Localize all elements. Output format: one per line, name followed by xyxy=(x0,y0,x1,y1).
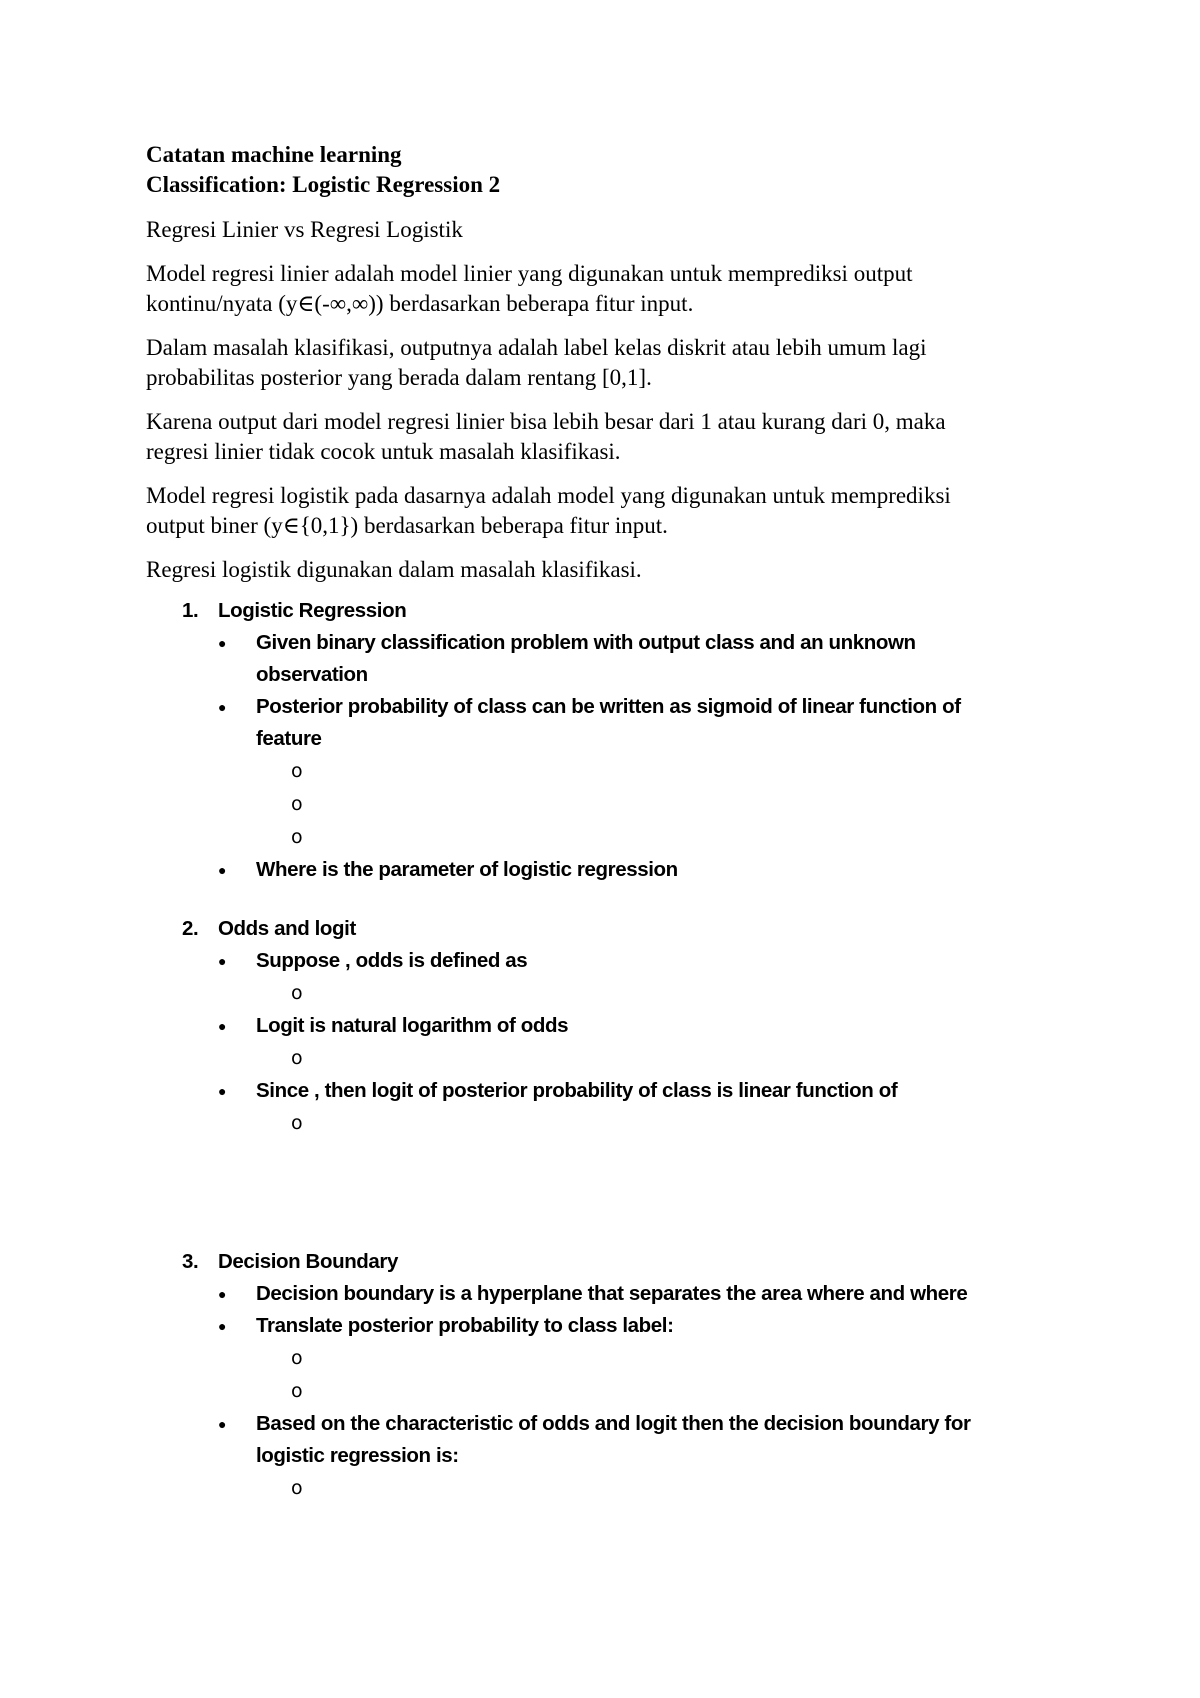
bullet-icon: ● xyxy=(218,699,227,715)
bullet-text: Decision boundary is a hyperplane that separates the area where and where xyxy=(256,1282,968,1305)
paragraph-3-line-1: Karena output dari model regresi linier bisa lebih besar dari 1 atau kurang dari 0, maka xyxy=(146,409,946,434)
bullet-text: Since , then logit of posterior probability of class is linear function of xyxy=(256,1079,898,1102)
bullet-icon: ● xyxy=(218,1318,227,1334)
bullet-text-line-2: logistic regression is: xyxy=(256,1444,459,1467)
section-logistic-regression xyxy=(146,595,1046,886)
paragraph-4-line-2: output biner (y∈{0,1}) berdasarkan beberapa fitur input. xyxy=(146,513,668,538)
circle-bullet-icon: o xyxy=(291,982,303,1004)
section-title: Odds and logit xyxy=(218,917,356,940)
title-line-1: Catatan machine learning xyxy=(146,142,402,167)
bullet-text: Suppose , odds is defined as xyxy=(256,949,528,972)
bullet-item xyxy=(146,854,1046,886)
section-number: 2. xyxy=(182,917,199,940)
bullet-text-line-1: Posterior probability of class can be written as sigmoid of linear function of xyxy=(256,695,961,718)
sub-bullet-item xyxy=(146,1042,1046,1075)
document-title xyxy=(146,140,1046,200)
circle-bullet-icon: o xyxy=(291,1380,303,1402)
paragraph-2-line-2: probabilitas posterior yang berada dalam rentang [0,1]. xyxy=(146,365,652,390)
bullet-text-line-1: Based on the characteristic of odds and logit then the decision boundary for xyxy=(256,1412,971,1435)
paragraph-1-line-1: Model regresi linier adalah model linier yang digunakan untuk memprediksi output xyxy=(146,261,913,286)
paragraph-5 xyxy=(146,555,1046,585)
bullet-item xyxy=(146,1278,1046,1310)
sub-bullet-item xyxy=(146,788,1046,821)
section-number: 3. xyxy=(182,1250,199,1273)
section-number: 1. xyxy=(182,599,199,622)
sub-bullet-item xyxy=(146,1375,1046,1408)
subtitle: Regresi Linier vs Regresi Logistik xyxy=(146,217,463,242)
bullet-icon: ● xyxy=(218,1286,227,1302)
bullet-icon: ● xyxy=(218,862,227,878)
bullet-icon: ● xyxy=(218,1083,227,1099)
bullet-icon: ● xyxy=(218,635,227,651)
title-line-2: Classification: Logistic Regression 2 xyxy=(146,172,501,197)
section-title: Decision Boundary xyxy=(218,1250,399,1273)
paragraph-5-line-1: Regresi logistik digunakan dalam masalah klasifikasi. xyxy=(146,557,642,582)
bullet-icon: ● xyxy=(218,953,227,969)
section-heading xyxy=(146,595,1046,627)
bullet-text-line-2: feature xyxy=(256,727,322,750)
bullet-text-line-1: Given binary classification problem with output class and an unknown xyxy=(256,631,916,654)
sub-bullet-item xyxy=(146,977,1046,1010)
circle-bullet-icon: o xyxy=(291,1477,303,1499)
section-heading xyxy=(146,913,1046,945)
circle-bullet-icon: o xyxy=(291,826,303,848)
paragraph-3 xyxy=(146,407,1046,467)
circle-bullet-icon: o xyxy=(291,1112,303,1134)
section-heading xyxy=(146,1246,1046,1278)
bullet-text: Where is the parameter of logistic regression xyxy=(256,858,678,881)
bullet-icon: ● xyxy=(218,1416,227,1432)
bullet-item xyxy=(146,1408,1046,1472)
circle-bullet-icon: o xyxy=(291,1047,303,1069)
sub-bullet-item xyxy=(146,1472,1046,1505)
circle-bullet-icon: o xyxy=(291,760,303,782)
circle-bullet-icon: o xyxy=(291,793,303,815)
bullet-icon: ● xyxy=(218,1018,227,1034)
bullet-item xyxy=(146,945,1046,977)
bullet-item xyxy=(146,627,1046,691)
circle-bullet-icon: o xyxy=(291,1347,303,1369)
sub-bullet-item xyxy=(146,1107,1046,1140)
section-odds-and-logit xyxy=(146,913,1046,1140)
sub-bullet-item xyxy=(146,1342,1046,1375)
bullet-item xyxy=(146,1310,1046,1342)
bullet-item xyxy=(146,1010,1046,1042)
section-decision-boundary xyxy=(146,1246,1046,1505)
bullet-text: Logit is natural logarithm of odds xyxy=(256,1014,569,1037)
bullet-item xyxy=(146,691,1046,755)
sub-bullet-item xyxy=(146,821,1046,854)
paragraph-2-line-1: Dalam masalah klasifikasi, outputnya adalah label kelas diskrit atau lebih umum lagi xyxy=(146,335,927,360)
paragraph-4-line-1: Model regresi logistik pada dasarnya adalah model yang digunakan untuk memprediksi xyxy=(146,483,951,508)
paragraph-3-line-2: regresi linier tidak cocok untuk masalah klasifikasi. xyxy=(146,439,621,464)
paragraph-1-line-2: kontinu/nyata (y∈(-∞,∞)) berdasarkan beberapa fitur input. xyxy=(146,291,694,316)
bullet-text: Translate posterior probability to class label: xyxy=(256,1314,674,1337)
paragraph-1 xyxy=(146,259,1046,319)
bullet-item xyxy=(146,1075,1046,1107)
document-content xyxy=(146,140,1046,1505)
bullet-text-line-2: observation xyxy=(256,663,368,686)
sub-bullet-item xyxy=(146,755,1046,788)
paragraph-2 xyxy=(146,333,1046,393)
section-title: Logistic Regression xyxy=(218,599,407,622)
paragraph-4 xyxy=(146,481,1046,541)
